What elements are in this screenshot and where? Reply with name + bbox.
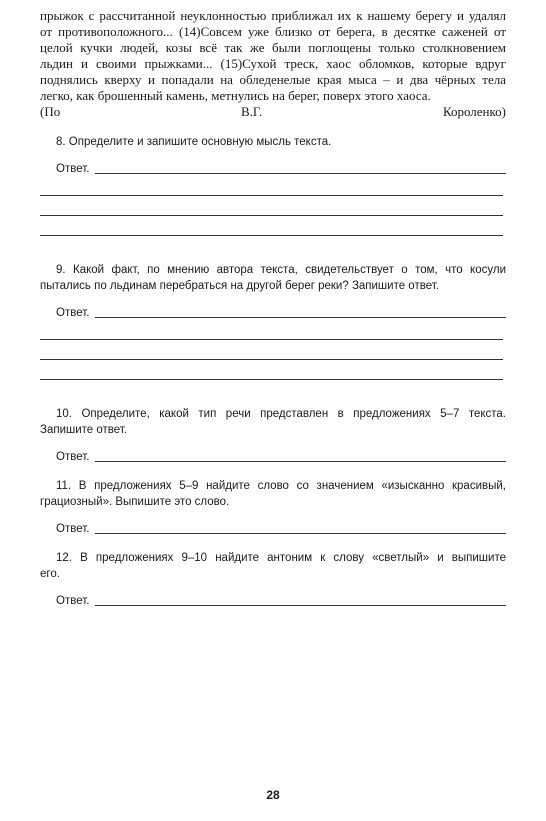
question-11 <box>40 478 506 536</box>
answer-row-10 <box>40 446 506 464</box>
question-8-text: 8. Определите и запишите основную мысль текста. <box>56 136 332 148</box>
passage-line: от противоположного... (14)Совсем уже близко от берега, в десятке саженей от <box>40 24 506 39</box>
question-12 <box>40 550 506 608</box>
answer-row-9 <box>40 302 506 320</box>
question-9-text-line2: пытались по льдинам перебраться на другой берег реки? Запишите ответ. <box>40 280 439 292</box>
answer-label: Ответ. <box>56 595 90 607</box>
answer-extra-line[interactable] <box>40 360 503 380</box>
answer-extra-line[interactable] <box>40 340 503 360</box>
question-10-text-line1: 10. Определите, какой тип речи представлен в предложениях 5–7 текста. <box>56 408 506 420</box>
passage-line: целой кучки людей, козы всё так же были поглощены только столкновением <box>40 40 506 55</box>
answer-field-10[interactable] <box>95 449 506 462</box>
question-9-text-line1: 9. Какой факт, по мнению автора текста, свидетельствует о том, что косули <box>56 264 506 276</box>
answer-extra-line[interactable] <box>40 320 503 340</box>
answer-label: Ответ. <box>56 451 90 463</box>
answer-extra-line[interactable] <box>40 216 503 236</box>
question-11-text-line1: 11. В предложениях 5–9 найдите слово со значением «изысканно красивый, <box>56 480 506 492</box>
page <box>40 8 506 608</box>
answer-field-9[interactable] <box>95 305 506 318</box>
page-number: 28 <box>266 788 280 802</box>
question-9 <box>40 262 506 380</box>
answer-row-11 <box>40 518 506 536</box>
passage-line: прыжок с рассчитанной неуклонностью приближал их к нашему берегу и удалял <box>40 8 506 23</box>
question-8 <box>40 134 506 236</box>
passage-line: легко, как брошенный камень, метнулись на берег, поверх этого хаоса. <box>40 88 431 103</box>
answer-label: Ответ. <box>56 307 90 319</box>
passage-line: льдин и своими прыжками... (15)Сухой треск, хаос обломков, которые вдруг <box>40 56 506 71</box>
question-12-text-line1: 12. В предложениях 9–10 найдите антоним к слову «светлый» и выпишите <box>56 552 506 564</box>
passage-line: поднялись кверху и попадали на обледенелые края мыса – и два чёрных тела <box>40 72 506 87</box>
passage <box>40 8 506 120</box>
question-12-text-line2: его. <box>40 568 60 580</box>
question-10 <box>40 406 506 464</box>
answer-extra-line[interactable] <box>40 176 503 196</box>
answer-label: Ответ. <box>56 163 90 175</box>
answer-extra-line[interactable] <box>40 196 503 216</box>
passage-source: (По В.Г. Короленко) <box>40 104 506 119</box>
answer-label: Ответ. <box>56 523 90 535</box>
answer-field-8[interactable] <box>95 161 506 174</box>
answer-row-8 <box>40 158 506 176</box>
question-11-text-line2: грациозный». Выпишите это слово. <box>40 496 230 508</box>
answer-field-11[interactable] <box>95 521 506 534</box>
question-10-text-line2: Запишите ответ. <box>40 424 127 436</box>
answer-field-12[interactable] <box>95 593 506 606</box>
answer-row-12 <box>40 590 506 608</box>
